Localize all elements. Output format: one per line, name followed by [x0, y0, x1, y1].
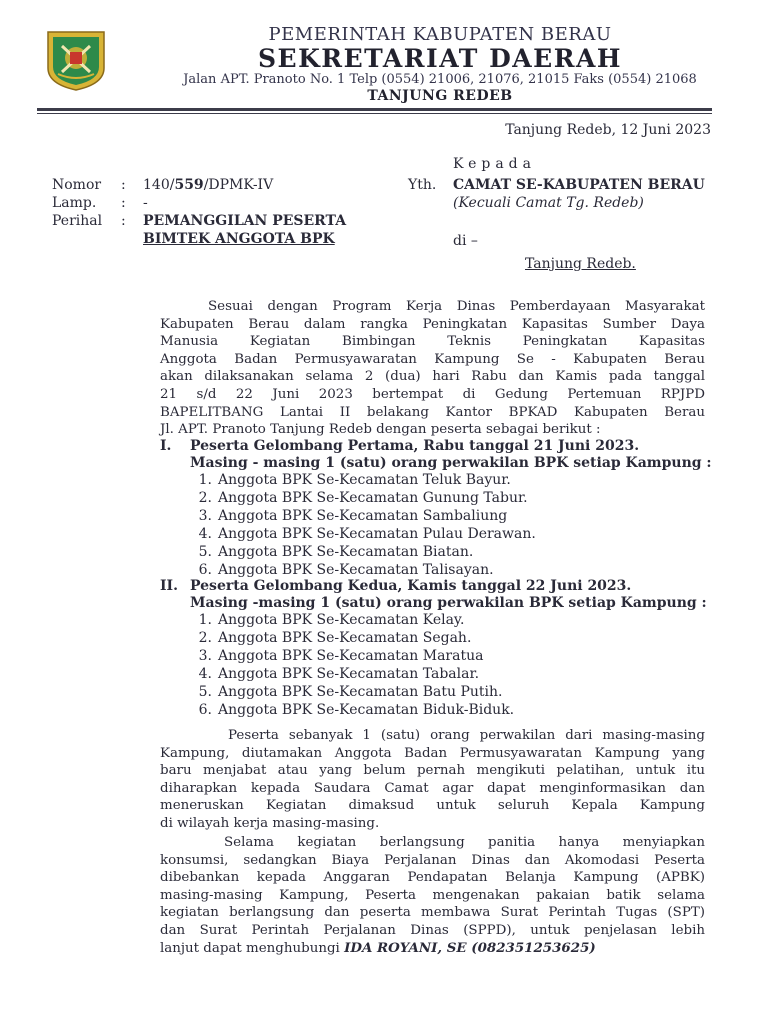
kabupaten-berau-emblem	[44, 28, 108, 92]
list-item-number: 3.	[198, 508, 212, 524]
contact-prefix: lanjut dapat menghubungi	[160, 940, 345, 956]
list-item: Anggota BPK Se-Kecamatan Gunung Tabur.	[218, 490, 528, 506]
paragraph-line: diharapkan kepada Saudara Camat agar dapat menginformasikan dan	[160, 780, 705, 796]
nomor-suffix: /DPMK-IV	[203, 177, 274, 193]
letterhead-address: Jalan APT. Pranoto No. 1 Telp (0554) 21006, 21076, 21015 Faks (0554) 21068	[183, 72, 697, 87]
intro-line: 21 s/d 22 Juni 2023 bertempat di Gedung Pertemuan RPJPD	[160, 386, 705, 402]
paragraph-line: Peserta sebanyak 1 (satu) orang perwakilan dari masing-masing	[228, 728, 705, 743]
paragraph-line: dibebankan kepada Anggaran Pendapatan Belanja Kampung (APBK)	[160, 870, 705, 886]
lamp-value: -	[143, 195, 148, 211]
perihal-line-1: PEMANGGILAN PESERTA	[143, 213, 347, 229]
paragraph-line: baru menjabat atau yang belum pernah mengikuti pelatihan, untuk itu	[160, 763, 705, 779]
paragraph-line: meneruskan Kegiatan dimaksud untuk seluruh Kepala Kampung	[160, 798, 705, 814]
recipient-place: Tanjung Redeb.	[525, 256, 636, 272]
intro-line: Kabupaten Berau dalam rangka Peningkatan Kapasitas Sumber Daya	[160, 316, 705, 332]
intro-line: Manusia Kegiatan Bimbingan Teknis Peningkatan Kapasitas	[160, 334, 705, 350]
list-item-number: 4.	[198, 526, 212, 542]
kepada-label: Kepada	[453, 156, 536, 172]
intro-line: akan dilaksanakan selama 2 (dua) hari Rabu dan Kamis pada tanggal	[160, 369, 705, 385]
list-item: Anggota BPK Se-Kecamatan Segah.	[218, 630, 472, 646]
perihal-label: Perihal	[52, 213, 103, 229]
letterhead-rule-thin	[37, 113, 712, 114]
section-1-number: I.	[160, 438, 172, 454]
list-item-number: 1.	[198, 612, 212, 628]
paragraph-line: Kampung, diutamakan Anggota Badan Permusyawaratan Kampung yang	[160, 745, 705, 761]
di-label: di –	[453, 233, 478, 249]
nomor-prefix: 140/	[143, 177, 175, 193]
paragraph-costs	[160, 834, 705, 957]
nomor-number: 559	[174, 177, 204, 193]
list-item-number: 6.	[198, 702, 212, 718]
letterhead-rule-thick	[37, 108, 712, 111]
yth-label: Yth.	[408, 177, 437, 193]
contact-person: IDA ROYANI, SE (082351253625)	[344, 939, 596, 956]
list-item-number: 5.	[198, 684, 212, 700]
paragraph-participants	[160, 727, 705, 833]
section-1-title: Peserta Gelombang Pertama, Rabu tanggal 21 Juni 2023.	[190, 438, 640, 454]
recipient-note: (Kecuali Camat Tg. Redeb)	[453, 195, 644, 211]
perihal-line-2: BIMTEK ANGGOTA BPK	[143, 231, 335, 247]
list-item-number: 2.	[198, 630, 212, 646]
list-item: Anggota BPK Se-Kecamatan Kelay.	[218, 612, 465, 628]
intro-paragraph	[160, 298, 705, 439]
list-item: Anggota BPK Se-Kecamatan Biduk-Biduk.	[218, 702, 515, 718]
list-item: Anggota BPK Se-Kecamatan Teluk Bayur.	[218, 472, 511, 488]
intro-line: Anggota Badan Permusyawaratan Kampung Se - Kabupaten Berau	[160, 351, 705, 367]
nomor-label: Nomor	[52, 177, 102, 193]
list-item-number: 4.	[198, 666, 212, 682]
letterhead-city: TANJUNG REDEB	[367, 88, 513, 104]
recipient-name: CAMAT SE-KABUPATEN BERAU	[453, 177, 705, 193]
paragraph-line: Selama kegiatan berlangsung panitia hanya menyiapkan	[224, 835, 705, 850]
section-2-subtitle: Masing -masing 1 (satu) orang perwakilan BPK setiap Kampung :	[190, 595, 707, 611]
intro-line: Sesuai dengan Program Kerja Dinas Pemberdayaan Masyarakat	[208, 299, 705, 314]
section-2-title: Peserta Gelombang Kedua, Kamis tanggal 22 Juni 2023.	[190, 578, 632, 594]
list-item: Anggota BPK Se-Kecamatan Sambaliung	[218, 508, 508, 524]
list-item: Anggota BPK Se-Kecamatan Batu Putih.	[218, 684, 503, 700]
nomor-value	[143, 177, 273, 194]
list-item-number: 3.	[198, 648, 212, 664]
letterhead-office: SEKRETARIAT DAERAH	[257, 44, 623, 73]
paragraph-line: di wilayah kerja masing-masing.	[160, 815, 380, 831]
list-item: Anggota BPK Se-Kecamatan Talisayan.	[218, 562, 494, 578]
lamp-colon: :	[121, 195, 126, 211]
paragraph-line: kegiatan berlangsung dan peserta membawa Surat Perintah Tugas (SPT)	[160, 905, 705, 921]
list-item-number: 2.	[198, 490, 212, 506]
intro-line: BAPELITBANG Lantai II belakang Kantor BPKAD Kabupaten Berau	[160, 404, 705, 420]
letter-date: Tanjung Redeb, 12 Juni 2023	[505, 122, 711, 138]
list-item: Anggota BPK Se-Kecamatan Biatan.	[218, 544, 474, 560]
letterhead-government: PEMERINTAH KABUPATEN BERAU	[268, 24, 612, 45]
list-item-number: 6.	[198, 562, 212, 578]
section-2-number: II.	[160, 578, 178, 594]
intro-line: Jl. APT. Pranoto Tanjung Redeb dengan peserta sebagai berikut :	[160, 422, 601, 438]
paragraph-line: dan Surat Perintah Perjalanan Dinas (SPPD), untuk penjelasan lebih	[160, 922, 705, 938]
perihal-colon: :	[121, 213, 126, 229]
paragraph-line: masing-masing Kampung, Peserta mengenakan pakaian batik selama	[160, 887, 705, 903]
lamp-label: Lamp.	[52, 195, 97, 211]
nomor-colon: :	[121, 177, 126, 193]
list-item: Anggota BPK Se-Kecamatan Maratua	[218, 648, 484, 664]
section-1-subtitle: Masing - masing 1 (satu) orang perwakilan BPK setiap Kampung :	[190, 455, 712, 471]
paragraph-line: konsumsi, sedangkan Biaya Perjalanan Dinas dan Akomodasi Peserta	[160, 852, 705, 868]
list-item-number: 5.	[198, 544, 212, 560]
list-item: Anggota BPK Se-Kecamatan Pulau Derawan.	[218, 526, 536, 542]
paragraph-line-contact	[160, 940, 705, 958]
list-item-number: 1.	[198, 472, 212, 488]
list-item: Anggota BPK Se-Kecamatan Tabalar.	[218, 666, 480, 682]
